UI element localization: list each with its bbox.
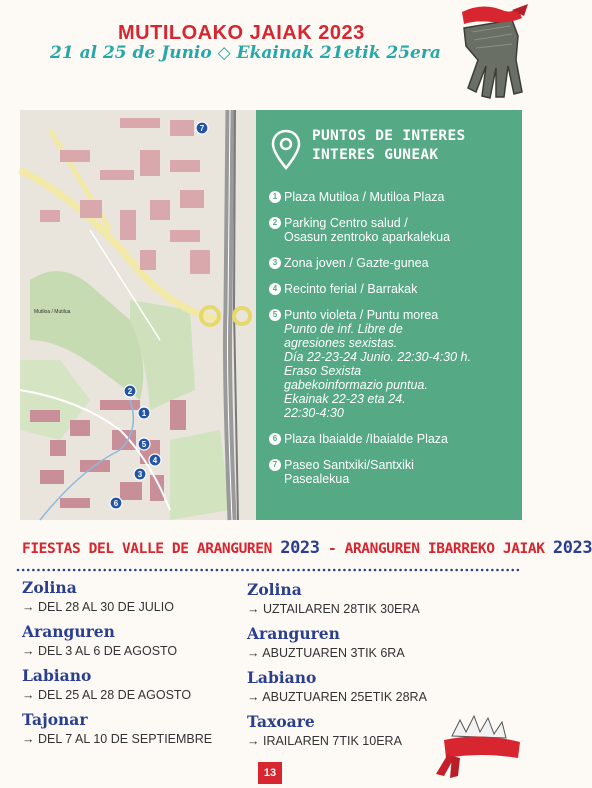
location-pin-icon [270, 128, 302, 174]
town-date-es: → DEL 28 AL 30 DE JULIO [22, 600, 174, 614]
poi-number-icon: 2 [269, 217, 281, 229]
poi-list [269, 190, 519, 486]
map-place-label: Mutiloa / Mutilua [34, 309, 71, 315]
svg-text:5: 5 [141, 440, 147, 449]
dotted-divider [18, 567, 518, 573]
town-date-eu: → ABUZTUAREN 25ETIK 28RA [247, 690, 427, 704]
town-date-eu: → UZTAILAREN 28TIK 30ERA [247, 602, 420, 616]
poi-item: 5 Punto violeta / Puntu morea Punto de inf. Libre de agresiones sexistas. Día 22-23-24 Junio. 22:30-4:30 h. Eraso Sexista gabekoinformazio puntua. Ekainak 22-23 eta 24. 22:30-4:30 [269, 308, 519, 420]
map-marker-3 [134, 468, 146, 480]
svg-text:3: 3 [137, 470, 143, 479]
fiestas-heading: FIESTAS DEL VALLE DE ARANGUREN 2023 - ARANGUREN IBARREKO JAIAK 2023 [22, 538, 592, 558]
page-title: MUTILOAKO JAIAK 2023 [118, 22, 365, 44]
town-name-es: Tajonar [22, 710, 88, 729]
map-marker-6 [110, 497, 122, 509]
poi-number-icon: 4 [269, 283, 281, 295]
town-name-es: Zolina [22, 578, 77, 597]
town-date-eu: → ABUZTUAREN 3TIK 6RA [247, 646, 405, 660]
poi-item: 2 Parking Centro salud / Osasun zentroko aparkalekua [269, 216, 519, 244]
svg-text:1: 1 [141, 409, 147, 418]
town-date-es: → DEL 25 AL 28 DE AGOSTO [22, 688, 192, 702]
town-date-eu: → IRAILAREN 7TIK 10ERA [247, 734, 402, 748]
map-marker-5 [138, 438, 150, 450]
svg-text:7: 7 [199, 124, 205, 133]
town-name-eu: Labiano [247, 668, 317, 687]
page-subtitle: 21 al 25 de Junio ◇ Ekainak 21etik 25era [50, 43, 441, 63]
map-marker-1 [138, 407, 150, 419]
poi-item: 6 Plaza Ibaialde /Ibaialde Plaza [269, 432, 519, 446]
map-graphic [20, 110, 256, 520]
map-marker-2 [124, 385, 136, 397]
poi-item: 4 Recinto ferial / Barrakak [269, 282, 519, 296]
map-marker-7 [196, 122, 208, 134]
points-of-interest-panel [256, 110, 522, 520]
poi-title: PUNTOS DE INTERES INTERES GUNEAK [312, 128, 466, 163]
page-number: 13 [258, 762, 282, 784]
poi-number-icon: 1 [269, 191, 281, 203]
town-name-eu: Taxoare [247, 712, 315, 731]
svg-text:4: 4 [152, 456, 158, 465]
svg-text:2: 2 [127, 387, 133, 396]
area-map [20, 110, 256, 520]
town-date-es: → DEL 7 AL 10 DE SEPTIEMBRE [22, 732, 213, 746]
town-name-eu: Zolina [247, 580, 302, 599]
poi-item: 7 Paseo Santxiki/Santxiki Pasealekua [269, 458, 519, 486]
poi-number-icon: 5 [269, 309, 281, 321]
town-name-eu: Aranguren [247, 624, 340, 643]
glove-illustration [452, 2, 532, 102]
town-name-es: Aranguren [22, 622, 115, 641]
poi-number-icon: 6 [269, 433, 281, 445]
poi-item: 1 Plaza Mutiloa / Mutiloa Plaza [269, 190, 519, 204]
town-date-es: → DEL 3 AL 6 DE AGOSTO [22, 644, 178, 658]
svg-text:6: 6 [113, 499, 119, 508]
town-name-es: Labiano [22, 666, 92, 685]
poi-number-icon: 7 [269, 459, 281, 471]
poi-number-icon: 3 [269, 257, 281, 269]
map-marker-4 [149, 454, 161, 466]
scarf-illustration [430, 712, 530, 782]
poi-item: 3 Zona joven / Gazte-gunea [269, 256, 519, 270]
